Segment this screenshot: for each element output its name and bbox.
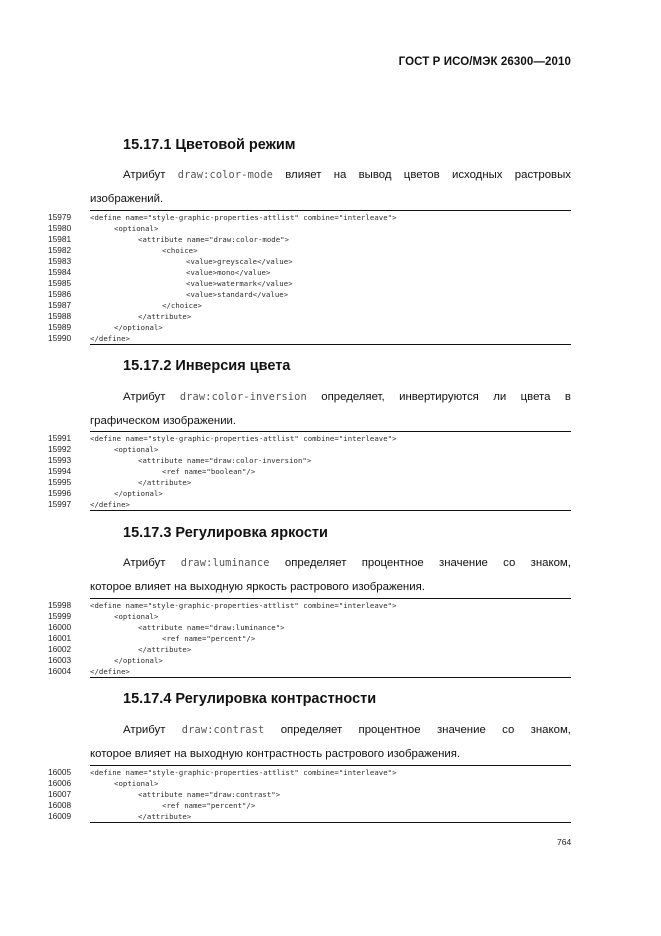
code-text: <ref name="boolean"/>: [162, 467, 256, 476]
code-line: [48, 322, 571, 333]
code-text: <value>standard</value>: [186, 290, 289, 299]
section-title: 15.17.2 Инверсия цвета: [123, 358, 291, 374]
line-number: 16000: [48, 622, 72, 632]
code-line: [48, 289, 571, 300]
code-text: </define>: [90, 334, 130, 343]
code-line: [48, 811, 571, 822]
inline-code-term: draw:luminance: [180, 557, 270, 569]
paragraph-word: в: [564, 391, 571, 403]
line-number: 15994: [48, 466, 72, 476]
code-line: [48, 223, 571, 234]
code-line: [48, 800, 571, 811]
code-text: <define name="style-graphic-properties-attlist" combine="interleave">: [90, 601, 397, 610]
paragraph-word: растровых: [514, 169, 571, 181]
code-text: </attribute>: [138, 645, 192, 654]
section-paragraph: [90, 163, 571, 211]
paragraph-word: процентное: [358, 724, 421, 736]
code-text: <define name="style-graphic-properties-attlist" combine="interleave">: [90, 434, 397, 443]
paragraph-word: ли: [493, 391, 507, 403]
code-text: </attribute>: [138, 478, 192, 487]
line-number: 16009: [48, 811, 72, 821]
paragraph-word: влияет: [285, 169, 322, 181]
page-number: 764: [557, 837, 572, 847]
line-number: 16002: [48, 644, 72, 654]
code-text: </choice>: [162, 301, 202, 310]
code-line: [48, 666, 571, 677]
paragraph-word: определяет,: [321, 391, 385, 403]
line-number: 15993: [48, 455, 72, 465]
line-number: 15988: [48, 311, 72, 321]
code-text: </optional>: [114, 323, 163, 332]
page-header: ГОСТ Р ИСО/МЭК 26300—2010: [398, 56, 571, 68]
paragraph-word: значение: [439, 557, 488, 569]
code-text: <define name="style-graphic-properties-attlist" combine="interleave">: [90, 213, 397, 222]
inline-code-term: draw:contrast: [181, 724, 265, 736]
paragraph-word: вывод: [358, 169, 392, 181]
code-line: [48, 466, 571, 477]
code-line: [48, 655, 571, 666]
code-line: [48, 611, 571, 622]
code-line: [48, 767, 571, 778]
paragraph-word: определяет: [284, 557, 347, 569]
code-line: [48, 267, 571, 278]
code-text: <optional>: [114, 224, 159, 233]
section-paragraph: [90, 718, 571, 766]
listing-bottom-rule: [90, 344, 571, 345]
code-text: </attribute>: [138, 312, 192, 321]
paragraph-word: цветов: [403, 169, 440, 181]
code-line: [48, 633, 571, 644]
paragraph-word: знаком,: [530, 724, 571, 736]
line-number: 15987: [48, 300, 72, 310]
code-text: <define name="style-graphic-properties-attlist" combine="interleave">: [90, 768, 397, 777]
section-title: 15.17.1 Цветовой режим: [123, 137, 296, 153]
paragraph-word: со: [503, 557, 516, 569]
listing-top-rule: [90, 210, 571, 211]
listing-top-rule: [90, 765, 571, 766]
code-line: [48, 245, 571, 256]
line-number: 16007: [48, 789, 72, 799]
listing-top-rule: [90, 431, 571, 432]
inline-code-term: draw:color-inversion: [179, 391, 307, 403]
paragraph-word: Атрибут: [123, 724, 166, 736]
code-text: <attribute name="draw:color-inversion">: [138, 456, 312, 465]
line-number: 16008: [48, 800, 72, 810]
code-line: [48, 311, 571, 322]
line-number: 16006: [48, 778, 72, 788]
line-number: 15990: [48, 333, 72, 343]
line-number: 16005: [48, 767, 72, 777]
code-text: <optional>: [114, 612, 159, 621]
code-text: <optional>: [114, 445, 159, 454]
code-text: </optional>: [114, 656, 163, 665]
code-line: [48, 778, 571, 789]
paragraph-word: процентное: [361, 557, 424, 569]
paragraph-word: на: [333, 169, 347, 181]
paragraph-word: знаком,: [530, 557, 571, 569]
listing-top-rule: [90, 598, 571, 599]
line-number: 15986: [48, 289, 72, 299]
paragraph-word: Атрибут: [123, 169, 166, 181]
paragraph-word: определяет: [280, 724, 343, 736]
line-number: 15980: [48, 223, 72, 233]
line-number: 16001: [48, 633, 72, 643]
line-number: 15992: [48, 444, 72, 454]
paragraph-word: Атрибут: [123, 557, 166, 569]
code-text: </attribute>: [138, 812, 192, 821]
code-text: <choice>: [162, 246, 198, 255]
code-line: [48, 644, 571, 655]
listing-bottom-rule: [90, 822, 571, 823]
line-number: 15979: [48, 212, 72, 222]
line-number: 15983: [48, 256, 72, 266]
paragraph-word: инвертируются: [399, 391, 479, 403]
paragraph-word: исходных: [451, 169, 503, 181]
code-line: [48, 622, 571, 633]
code-text: <value>watermark</value>: [186, 279, 293, 288]
paragraph-word: цвета: [520, 391, 551, 403]
line-number: 15989: [48, 322, 72, 332]
line-number: 15981: [48, 234, 72, 244]
code-text: <value>mono</value>: [186, 268, 271, 277]
code-line: [48, 499, 571, 510]
code-text: <attribute name="draw:color-mode">: [138, 235, 290, 244]
paragraph-word: значение: [436, 724, 486, 736]
code-line: [48, 488, 571, 499]
code-line: [48, 600, 571, 611]
paragraph-word: со: [502, 724, 515, 736]
section-paragraph: [90, 385, 571, 433]
line-number: 15991: [48, 433, 72, 443]
listing-bottom-rule: [90, 510, 571, 511]
line-number: 15998: [48, 600, 72, 610]
code-text: </optional>: [114, 489, 163, 498]
line-number: 16004: [48, 666, 72, 676]
code-line: [48, 444, 571, 455]
line-number: 15999: [48, 611, 72, 621]
code-line: [48, 789, 571, 800]
paragraph-line: которое влияет на выходную контрастность растрового изображения.: [90, 748, 461, 760]
code-text: </define>: [90, 667, 130, 676]
line-number: 16003: [48, 655, 72, 665]
paragraph-line: графическом изображении.: [90, 415, 237, 427]
code-line: [48, 433, 571, 444]
code-line: [48, 477, 571, 488]
paragraph-word: Атрибут: [123, 391, 166, 403]
paragraph-line: изображений.: [90, 193, 164, 205]
line-number: 15982: [48, 245, 72, 255]
inline-code-term: draw:color-mode: [177, 169, 273, 181]
line-number: 15984: [48, 267, 72, 277]
section-title: 15.17.3 Регулировка яркости: [123, 525, 328, 541]
code-text: <attribute name="draw:luminance">: [138, 623, 285, 632]
section-title: 15.17.4 Регулировка контрастности: [123, 691, 377, 707]
line-number: 15985: [48, 278, 72, 288]
code-line: [48, 212, 571, 223]
code-line: [48, 234, 571, 245]
line-number: 15995: [48, 477, 72, 487]
code-line: [48, 256, 571, 267]
code-text: <attribute name="draw:contrast">: [138, 790, 281, 799]
code-text: <value>greyscale</value>: [186, 257, 293, 266]
code-line: [48, 300, 571, 311]
line-number: 15996: [48, 488, 72, 498]
code-text: <optional>: [114, 779, 159, 788]
section-paragraph: [90, 551, 571, 599]
code-text: <ref name="percent"/>: [162, 801, 256, 810]
code-line: [48, 333, 571, 344]
code-text: </define>: [90, 500, 130, 509]
code-line: [48, 278, 571, 289]
listing-bottom-rule: [90, 677, 571, 678]
code-text: <ref name="percent"/>: [162, 634, 256, 643]
line-number: 15997: [48, 499, 72, 509]
paragraph-line: которое влияет на выходную яркость растрового изображения.: [90, 581, 425, 593]
code-line: [48, 455, 571, 466]
